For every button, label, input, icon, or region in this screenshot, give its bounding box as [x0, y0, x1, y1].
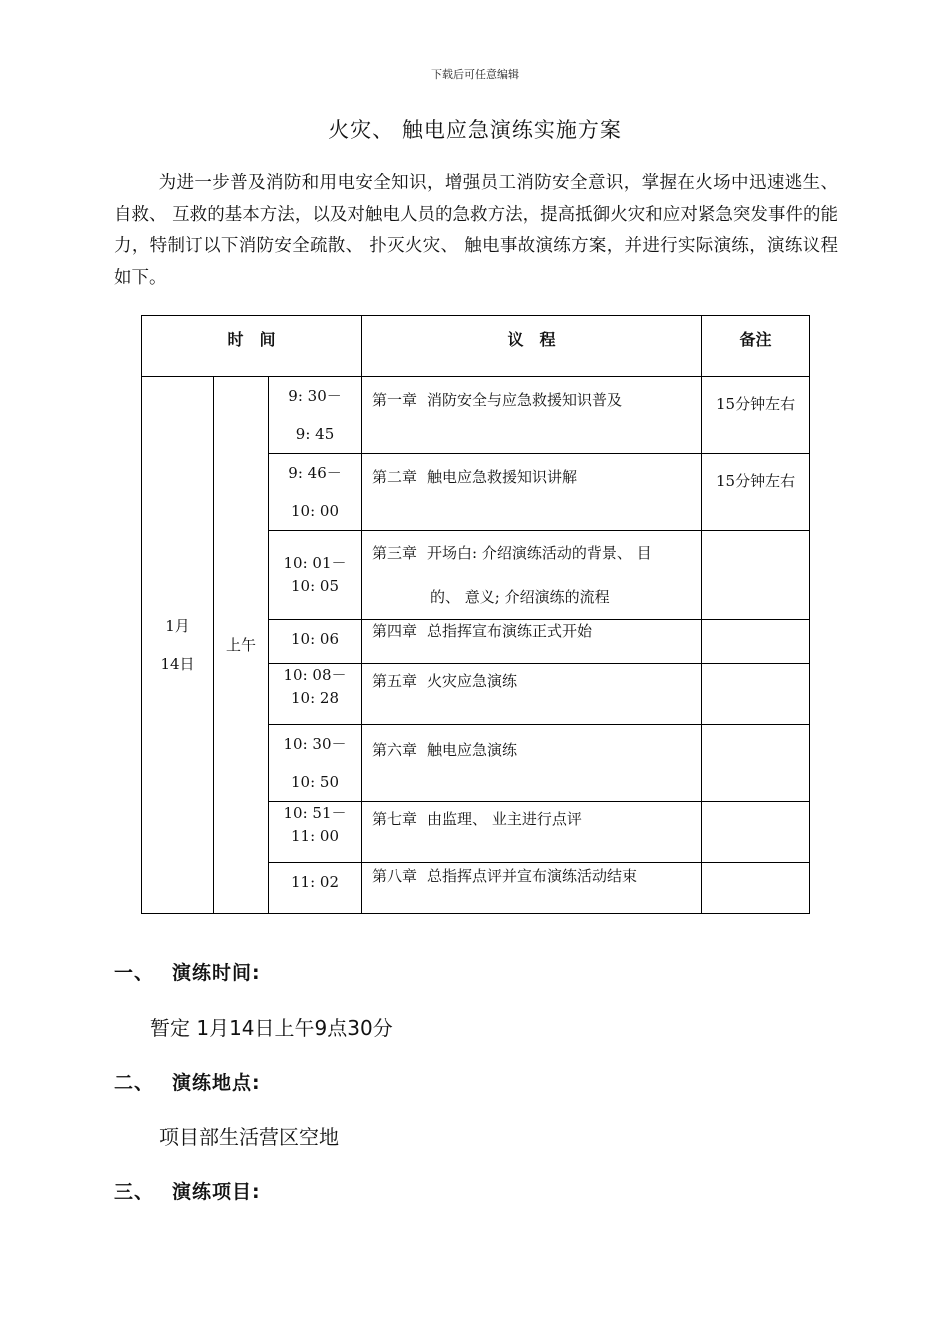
agenda-text: 触电应急救援知识讲解 [427, 468, 578, 486]
chapter-label: 第四章 [372, 622, 418, 640]
note-cell [702, 863, 810, 914]
time-start: 10: 01－ [283, 554, 347, 572]
date-cell [142, 377, 214, 914]
time-cell [269, 531, 362, 620]
time-cell [269, 377, 362, 454]
note-cell [702, 664, 810, 725]
section-title: 演练项目: [172, 1181, 261, 1203]
agenda-text: 消防安全与应急救援知识普及 [427, 391, 623, 409]
chapter-label: 第二章 [372, 468, 418, 486]
note-cell [702, 802, 810, 863]
agenda-text: 触电应急演练 [427, 741, 518, 759]
header-agenda: 议 程 [362, 316, 702, 377]
table-row [142, 377, 810, 454]
header-time: 时 间 [142, 316, 362, 377]
agenda-text: 由监理、 业主进行点评 [427, 810, 582, 828]
chapter-label: 第一章 [372, 391, 418, 409]
agenda-text: 开场白: 介绍演练活动的背景、 目 [427, 544, 652, 562]
section-title: 演练时间: [172, 962, 261, 984]
time-cell [269, 454, 362, 531]
section-body-2: 项目部生活营区空地 [159, 1125, 339, 1149]
section-heading-2 [114, 1068, 261, 1095]
agenda-cell [362, 725, 702, 802]
chapter-label: 第五章 [372, 672, 418, 690]
time-end: 11: 00 [291, 827, 340, 845]
agenda-cell [362, 863, 702, 914]
time-end: 10: 28 [291, 689, 340, 707]
note-cell [702, 725, 810, 802]
section-number: 一、 [114, 962, 155, 984]
agenda-text: 火灾应急演练 [427, 672, 518, 690]
agenda-text: 总指挥点评并宣布演练活动结束 [427, 867, 638, 885]
agenda-table [141, 315, 810, 914]
chapter-label: 第七章 [372, 810, 418, 828]
time-cell [269, 664, 362, 725]
note-cell: 15分钟左右 [702, 454, 810, 531]
time-end: 9: 45 [295, 425, 335, 443]
chapter-label: 第八章 [372, 867, 418, 885]
section-heading-3 [114, 1177, 261, 1204]
section-body-1: 暂定 1月14日上午9点30分 [150, 1016, 393, 1040]
time-start: 10: 30－ [283, 735, 347, 753]
section-number: 三、 [114, 1181, 155, 1203]
table-header-row [142, 316, 810, 377]
agenda-cell [362, 802, 702, 863]
chapter-label: 第六章 [372, 741, 418, 759]
time-start: 9: 46－ [288, 464, 342, 482]
agenda-text: 总指挥宣布演练正式开始 [427, 622, 593, 640]
agenda-cell [362, 454, 702, 531]
agenda-cell [362, 531, 702, 620]
chapter-label: 第三章 [372, 544, 418, 562]
section-number: 二、 [114, 1072, 155, 1094]
time-start: 10: 08－ [283, 666, 347, 684]
section-title: 演练地点: [172, 1072, 261, 1094]
time-cell [269, 725, 362, 802]
time-end: 10: 05 [291, 577, 340, 595]
intro-paragraph: 为进一步普及消防和用电安全知识，增强员工消防安全意识，掌握在火场中迅速逃生、 自救、 互救的基本方法，以及对触电人员的急救方法，提高抵御火灾和应对紧急突发事件的能力，特制订以下消防安全疏散、 扑灭火灾、 触电事故演练方案，并进行实际演练，演练议程如下。 [114, 173, 838, 288]
header-note: 备注 [702, 316, 810, 377]
time-cell [269, 863, 362, 914]
date-month: 1月 [165, 617, 190, 635]
note-cell [702, 531, 810, 620]
agenda-cell [362, 664, 702, 725]
period-cell: 上午 [214, 377, 269, 914]
time-end: 10: 00 [291, 502, 340, 520]
agenda-cell [362, 377, 702, 454]
agenda-text-continued: 的、 意义; 介绍演练的流程 [430, 588, 610, 606]
time-end: 10: 50 [291, 773, 340, 791]
section-heading-1 [114, 958, 261, 985]
time-start: 9: 30－ [288, 387, 342, 405]
header-note: 下载后可任意编辑 [431, 68, 519, 81]
date-day: 14日 [160, 655, 195, 673]
time-start: 11: 02 [291, 873, 340, 891]
time-cell [269, 802, 362, 863]
note-cell: 15分钟左右 [702, 377, 810, 454]
time-start: 10: 51－ [283, 804, 347, 822]
note-cell [702, 620, 810, 664]
document-title: 火灾、 触电应急演练实施方案 [328, 118, 622, 142]
agenda-cell [362, 620, 702, 664]
time-start: 10: 06 [291, 630, 340, 648]
time-cell [269, 620, 362, 664]
